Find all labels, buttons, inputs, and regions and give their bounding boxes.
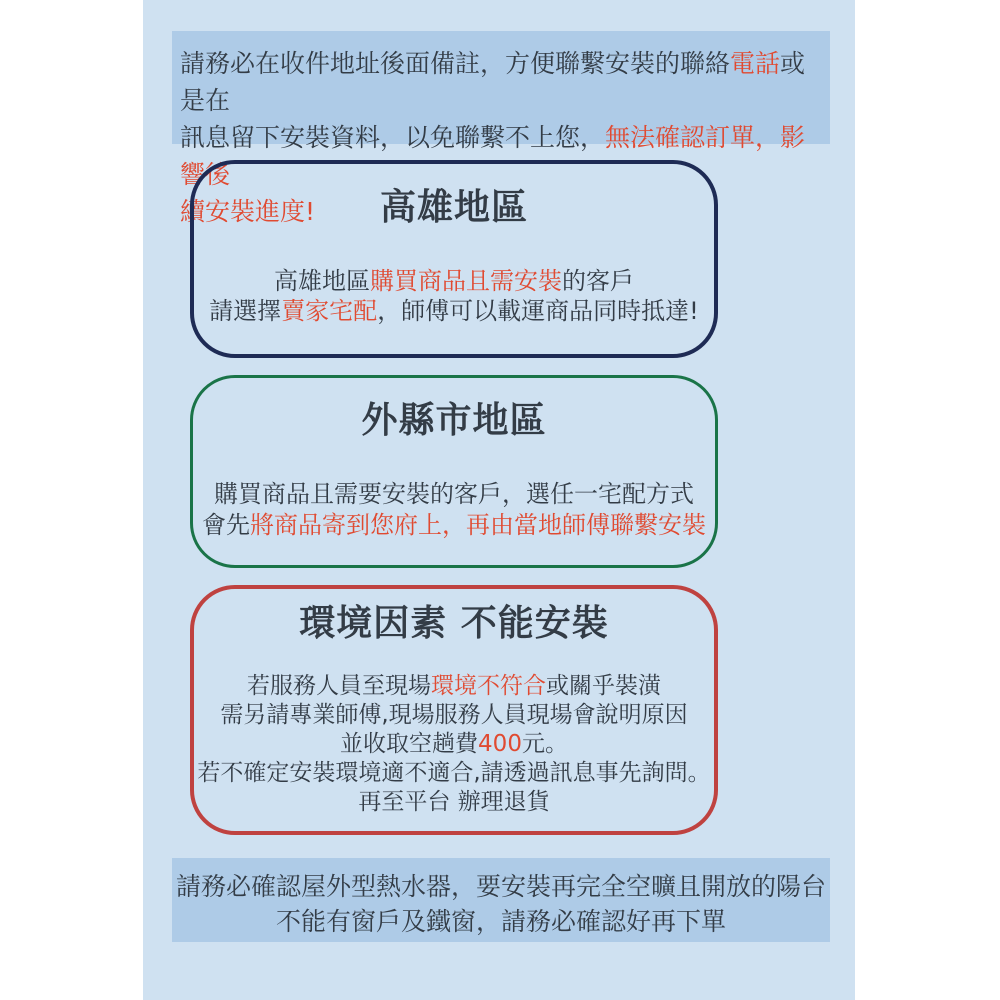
body-line — [174, 672, 734, 701]
text-segment-highlight: 環境不符合 — [431, 673, 546, 699]
other-counties-body — [173, 479, 735, 541]
text-segment: 不能有窗戶及鐵窗，請務必確認好再下單 — [275, 907, 726, 936]
text-segment: 元。 — [521, 731, 568, 757]
text-segment: ，師傅可以載運商品同時抵達! — [377, 297, 699, 325]
body-line — [174, 296, 734, 326]
text-segment: 需另請專業師傅,現場服務人員現場會說明原因 — [220, 702, 688, 728]
text-segment: 購買商品且需要安裝的客戶，選任一宅配方式 — [214, 480, 694, 508]
other-counties-box — [190, 375, 718, 568]
kaohsiung-area-box — [190, 160, 718, 358]
text-segment-highlight: 續安裝進度! — [180, 197, 316, 226]
text-segment: 若服務人員至現場 — [247, 673, 431, 699]
text-segment: 會先 — [202, 511, 250, 539]
environment-factors-box — [190, 585, 718, 835]
environment-factors-body — [174, 672, 734, 817]
bottom-notice-line — [172, 904, 830, 939]
environment-factors-title: 環境因素 不能安裝 — [299, 603, 609, 644]
text-segment-highlight: 購買商品且需安裝 — [370, 267, 562, 295]
text-segment: 並收取空趟費 — [340, 731, 479, 757]
text-segment-highlight: 400 — [478, 731, 522, 757]
text-segment: 或是在 — [180, 49, 806, 115]
text-segment-highlight: 電話 — [730, 49, 781, 78]
other-counties-title: 外縣市地區 — [361, 400, 547, 441]
text-segment: 請務必在收件地址後面備註，方便聯繫安裝的聯絡 — [180, 49, 731, 78]
text-segment: 請務必確認屋外型熱水器，要安裝再完全空曠且開放的陽台 — [175, 872, 826, 901]
text-segment: 或關乎裝潢 — [546, 673, 661, 699]
text-segment-highlight: 無法確認訂單，影響後 — [180, 123, 806, 189]
text-segment: 請選擇 — [209, 297, 282, 325]
notice-panel — [143, 0, 855, 1000]
text-segment: 再至平台 辦理退貨 — [358, 789, 550, 815]
text-segment: 的客戶 — [562, 267, 634, 295]
body-line — [174, 759, 734, 788]
body-line — [173, 479, 735, 510]
text-segment: 高雄地區 — [274, 267, 370, 295]
body-line — [174, 266, 734, 296]
body-line — [174, 788, 734, 817]
body-line — [174, 730, 734, 759]
text-segment-highlight: 將商品寄到您府上，再由當地師傅聯繫安裝 — [250, 511, 706, 539]
body-line — [174, 701, 734, 730]
bottom-notice — [172, 858, 830, 942]
body-line — [173, 510, 735, 541]
top-notice-line — [180, 45, 824, 119]
kaohsiung-area-body — [174, 266, 734, 326]
text-segment-highlight: 賣家宅配 — [281, 297, 378, 325]
text-segment: 若不確定安裝環境適不適合,請透過訊息事先詢問。 — [197, 760, 711, 786]
kaohsiung-area-title: 高雄地區 — [379, 187, 528, 228]
text-segment: 訊息留下安裝資料，以免聯繫不上您， — [180, 123, 606, 152]
bottom-notice-line — [172, 869, 830, 904]
